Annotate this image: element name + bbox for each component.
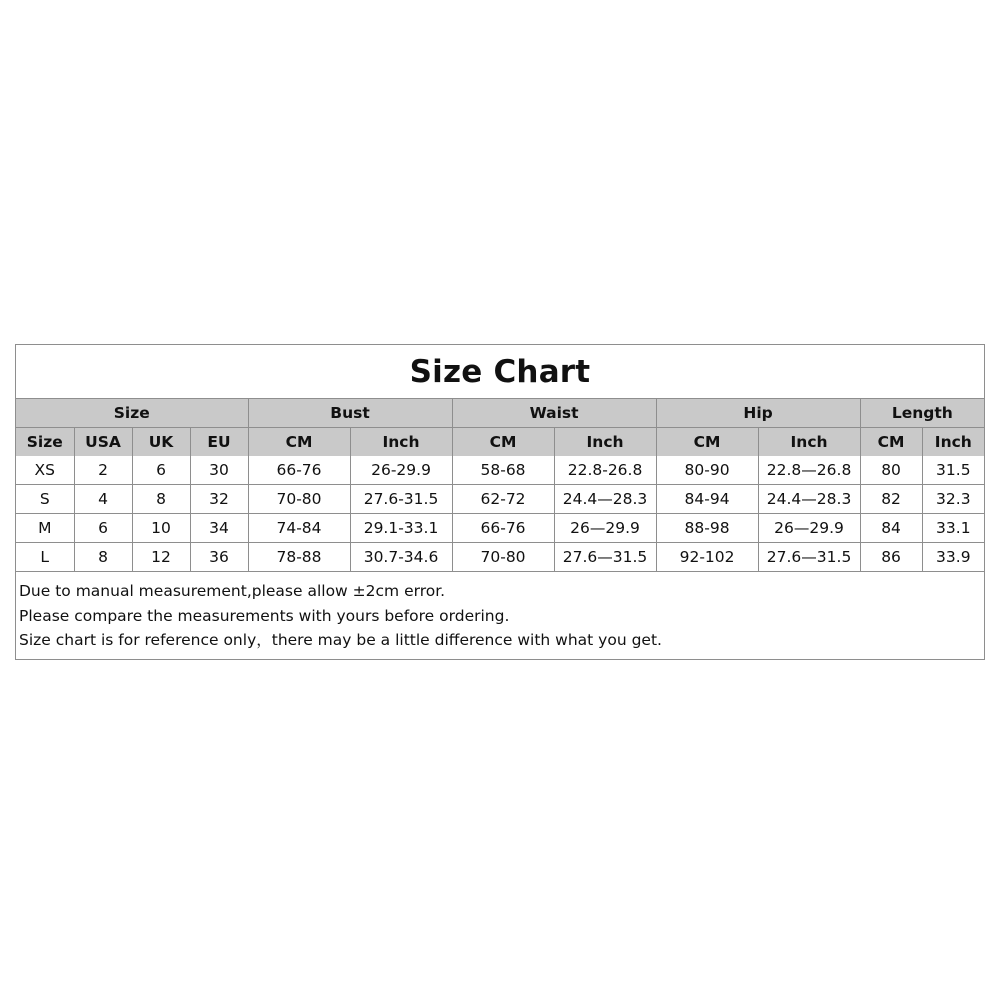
note-line: Size chart is for reference only，there may be a little difference with what you get. [19, 631, 662, 649]
table-cell: 27.6—31.5 [758, 543, 860, 572]
table-cell: 66-76 [452, 514, 554, 543]
size-table [16, 399, 984, 571]
table-cell: 74-84 [248, 514, 350, 543]
table-cell: 26-29.9 [350, 456, 452, 485]
table-cell: 62-72 [452, 485, 554, 514]
table-cell: 86 [860, 543, 922, 572]
table-cell: 31.5 [922, 456, 984, 485]
column-header: Inch [350, 428, 452, 457]
table-cell: M [16, 514, 74, 543]
table-cell: 80 [860, 456, 922, 485]
table-cell: 27.6—31.5 [554, 543, 656, 572]
table-cell: 24.4—28.3 [554, 485, 656, 514]
group-header-waist: Waist [452, 399, 656, 428]
group-header-size: Size [16, 399, 248, 428]
table-cell: 27.6-31.5 [350, 485, 452, 514]
table-cell: S [16, 485, 74, 514]
column-header: CM [452, 428, 554, 457]
column-header: Inch [758, 428, 860, 457]
column-header: CM [656, 428, 758, 457]
table-cell: 36 [190, 543, 248, 572]
table-cell: 32.3 [922, 485, 984, 514]
table-cell: 88-98 [656, 514, 758, 543]
group-header-hip: Hip [656, 399, 860, 428]
table-cell: 92-102 [656, 543, 758, 572]
table-cell: 78-88 [248, 543, 350, 572]
column-header: Size [16, 428, 74, 457]
table-row [16, 543, 984, 572]
column-header: Inch [554, 428, 656, 457]
column-header: Inch [922, 428, 984, 457]
table-cell: 33.1 [922, 514, 984, 543]
table-row [16, 514, 984, 543]
table-cell: 70-80 [452, 543, 554, 572]
notes [16, 571, 984, 659]
table-cell: 4 [74, 485, 132, 514]
table-cell: XS [16, 456, 74, 485]
table-cell: 30 [190, 456, 248, 485]
table-cell: 58-68 [452, 456, 554, 485]
table-cell: 66-76 [248, 456, 350, 485]
table-cell: 33.9 [922, 543, 984, 572]
table-cell: 8 [132, 485, 190, 514]
table-cell: 26—29.9 [554, 514, 656, 543]
table-cell: 84-94 [656, 485, 758, 514]
column-header-row [16, 428, 984, 457]
table-cell: 32 [190, 485, 248, 514]
column-header: USA [74, 428, 132, 457]
table-cell: 12 [132, 543, 190, 572]
chart-title: Size Chart [16, 345, 984, 399]
column-header: EU [190, 428, 248, 457]
column-header: CM [860, 428, 922, 457]
table-cell: 22.8—26.8 [758, 456, 860, 485]
table-cell: 2 [74, 456, 132, 485]
group-header-row [16, 399, 984, 428]
table-cell: 24.4—28.3 [758, 485, 860, 514]
table-row [16, 485, 984, 514]
table-cell: 10 [132, 514, 190, 543]
table-cell: 29.1-33.1 [350, 514, 452, 543]
table-cell: L [16, 543, 74, 572]
table-row [16, 456, 984, 485]
column-header: UK [132, 428, 190, 457]
table-cell: 26—29.9 [758, 514, 860, 543]
table-cell: 30.7-34.6 [350, 543, 452, 572]
table-cell: 34 [190, 514, 248, 543]
table-cell: 84 [860, 514, 922, 543]
group-header-length: Length [860, 399, 984, 428]
group-header-bust: Bust [248, 399, 452, 428]
size-chart [15, 344, 985, 660]
table-cell: 70-80 [248, 485, 350, 514]
column-header: CM [248, 428, 350, 457]
note-line: Due to manual measurement,please allow ±2cm error. [19, 582, 446, 600]
table-cell: 80-90 [656, 456, 758, 485]
table-cell: 6 [74, 514, 132, 543]
table-cell: 6 [132, 456, 190, 485]
note-line: Please compare the measurements with yours before ordering. [19, 606, 510, 625]
table-cell: 8 [74, 543, 132, 572]
table-cell: 82 [860, 485, 922, 514]
table-cell: 22.8-26.8 [554, 456, 656, 485]
